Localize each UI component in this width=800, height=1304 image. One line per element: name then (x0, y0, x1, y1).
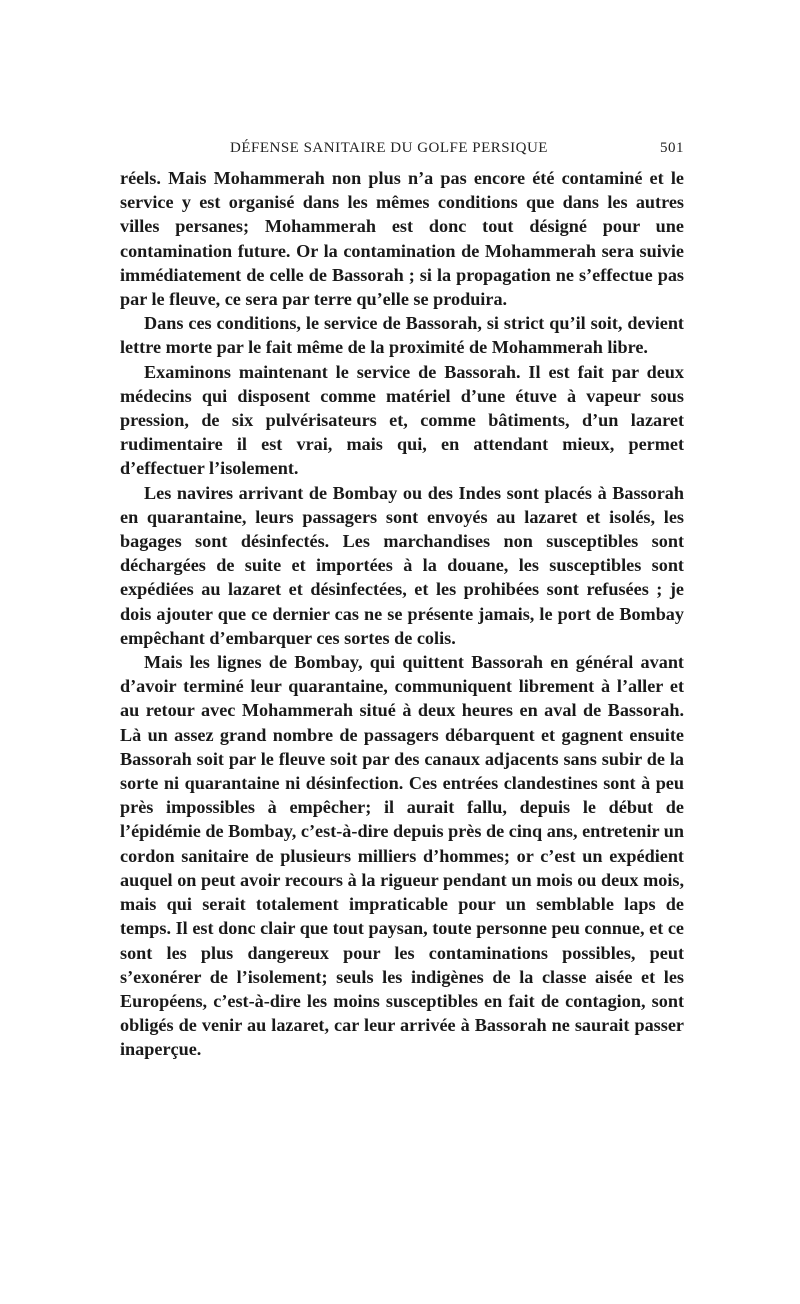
body-text (120, 166, 684, 1062)
paragraph: Dans ces conditions, le service de Bassorah, si strict qu’il soit, devient lettre morte par le fait même de la proximité de Mohammerah libre. (120, 313, 684, 358)
paragraph: Examinons maintenant le service de Bassorah. Il est fait par deux médecins qui disposent comme matériel d’une étuve à vapeur sous pression, de six pulvérisateurs et, comme bâtiments, d’un lazaret rudimentaire il est vrai, mais qui, en attendant mieux, permet d’effectuer l’isolement. (120, 361, 684, 479)
running-header (230, 140, 684, 166)
paragraph: Mais les lignes de Bombay, qui quittent Bassorah en général avant d’avoir terminé leur quarantaine, communiquent librement à l’aller et au retour avec Mohammerah situé à deux heures en aval de Bassorah. Là un assez grand nombre de passagers débarquent et gagnent ensuite Bassorah soit par le fleuve soit par des canaux adjacents sans subir de la sorte ni quarantaine ni désinfection. Ces entrées clandestines sont à peu près impossibles à empêcher; il aurait fallu, depuis le début de l’épidémie de Bombay, c’est-à-dire depuis près de cinq ans, entretenir un cordon sanitaire de plusieurs milliers d’hommes; or c’est un expédient auquel on peut avoir recours à la rigueur pendant un mois ou deux mois, mais qui serait totalement impraticable pour un semblable laps de temps. Il est donc clair que tout paysan, toute personne peu connue, et ce sont les plus dangereux pour les contaminations possibles, peut s’exonérer de l’isolement; seuls les indigènes de la classe aisée et les Européens, c’est-à-dire les moins susceptibles en fait de contagion, sont obligés de venir au lazaret, car leur arrivée à Bassorah ne saurait passer inaperçue. (120, 652, 684, 1060)
paragraph: réels. Mais Mohammerah non plus n’a pas encore été contaminé et le service y est organisé dans les mêmes conditions que dans les autres villes persanes; Mohammerah est donc tout désigné pour une contamination future. Or la contamination de Mohammerah sera suivie immédiatement de celle de Bassorah ; si la propagation ne s’effectue pas par le fleuve, ce sera par terre qu’elle se produira. (120, 168, 684, 310)
page-number: 501 (660, 140, 684, 156)
book-page (120, 140, 684, 1062)
paragraph: Les navires arrivant de Bombay ou des Indes sont placés à Bassorah en quarantaine, leurs passagers sont envoyés au lazaret et isolés, les bagages sont désinfectés. Les marchandises non susceptibles sont déchargées de suite et importées à la douane, les susceptibles sont expédiées au lazaret et désinfectées, et les prohibées sont refusées ; je dois ajouter que ce dernier cas ne se présente jamais, le port de Bombay empêchant d’embarquer ces sortes de colis. (120, 482, 684, 648)
running-title: DÉFENSE SANITAIRE DU GOLFE PERSIQUE (230, 140, 548, 156)
